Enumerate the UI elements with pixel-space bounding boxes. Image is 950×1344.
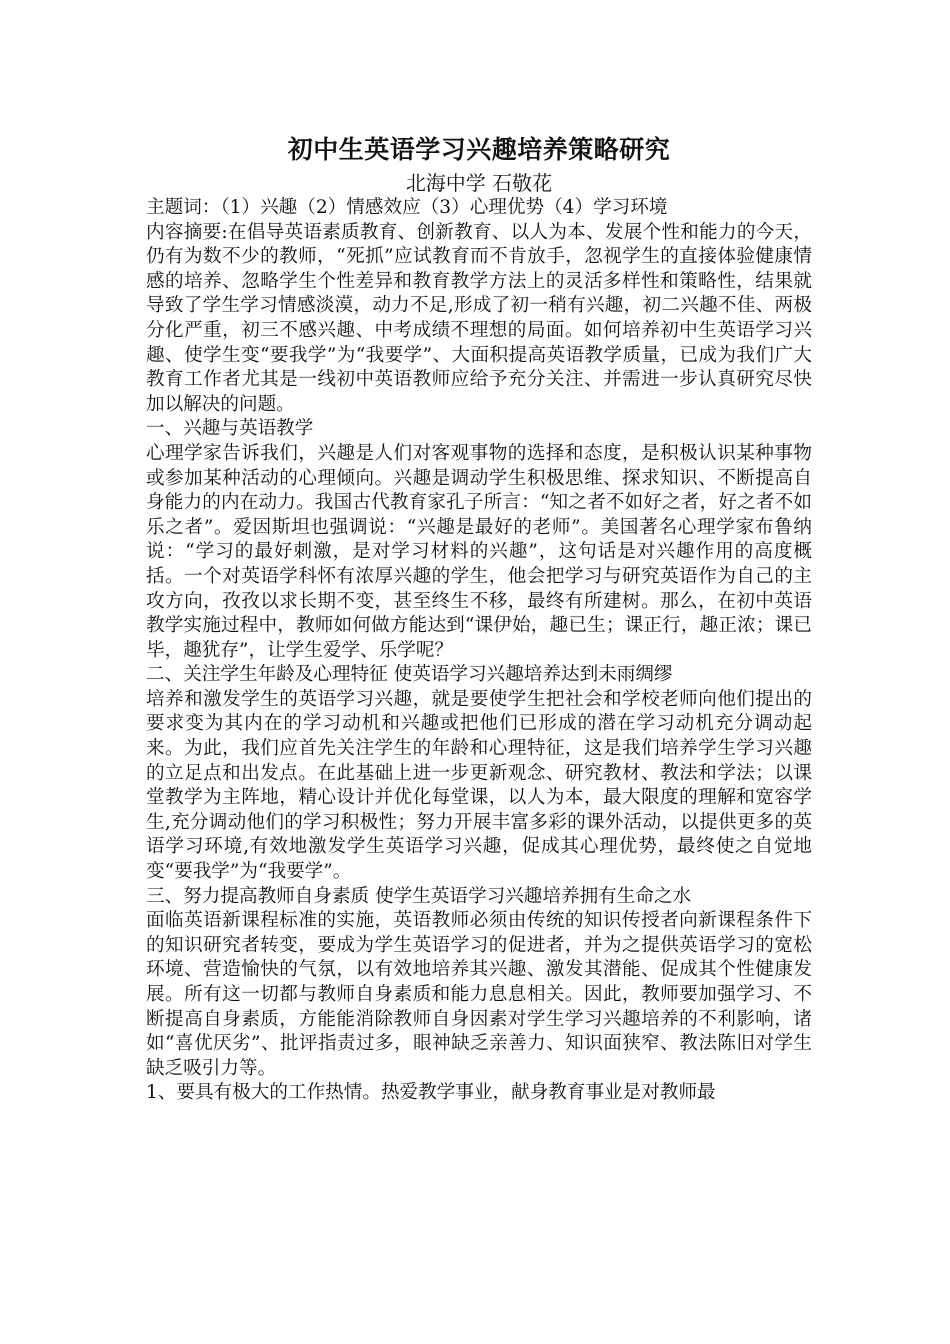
document-author: 北海中学 石敬花	[405, 171, 553, 195]
section-2-heading: 二、关注学生年龄及心理特征 使英语学习兴趣培养达到未雨绸缪	[146, 664, 673, 686]
abstract-paragraph: 内容摘要:在倡导英语素质教育、创新教育、以人为本、发展个性和能力的今天，仍有为数不少的教师，“死抓”应试教育而不肯放手，忽视学生的直接体验健康情感的培养、忽略学生个性差异和教育教学方法上的灵活多样性和策略性，结果就导致了学生学习情感淡漠，动力不足,形成了初一稍有兴趣，初二兴趣不佳、两极分化严重，初三不感兴趣、中考成绩不理想的局面。如何培养初中生英语学习兴趣、使学生变“要我学”为“我要学”、大面积提高英语教学质量，已成为我们广大教育工作者尤其是一线初中英语教师应给予充分关注、并需进一步认真研究尽快加以解决的问题。	[146, 221, 812, 415]
section-3-paragraph: 面临英语新课程标准的实施，英语教师必须由传统的知识传授者向新课程条件下的知识研究者转变，要成为学生英语学习的促进者，并为之提供英语学习的宽松环境、营造愉快的气氛，以有效地培养其兴趣、激发其潜能、促成其个性健康发展。所有这一切都与教师自身素质和能力息息相关。因此，教师要加强学习、不断提高自身素质，方能能消除教师自身因素对学生学习兴趣培养的不利影响，诸如“喜优厌劣”、批评指责过多，眼神缺乏亲善力、知识面狭窄、教法陈旧对学生缺乏吸引力等。	[146, 910, 812, 1079]
section-1-paragraph: 心理学家告诉我们，兴趣是人们对客观事物的选择和态度，是积极认识某种事物或参加某种活动的心理倾向。兴趣是调动学生积极思维、探求知识、不断提高自身能力的内在动力。我国古代教育家孔子所言：“知之者不如好之者，好之者不如乐之者”。爱因斯坦也强调说：“兴趣是最好的老师”。美国著名心理学家布鲁纳说：“学习的最好刺激，是对学习材料的兴趣”，这句话是对兴趣作用的高度概括。一个对英语学科怀有浓厚兴趣的学生，他会把学习与研究英语作为自己的主攻方向，孜孜以求长期不变，甚至终生不移，最终有所建树。那么，在初中英语教学实施过程中，教师如何做方能达到“课伊始，趣已生；课正行，趣正浓；课已毕，趣犹存”，让学生爱学、乐学呢？	[146, 442, 812, 661]
section-3-heading: 三、努力提高教师自身素质 使学生英语学习兴趣培养拥有生命之水	[146, 885, 692, 907]
keywords-line: 主题词：（1）兴趣（2）情感效应（3）心理优势（4）学习环境	[146, 197, 668, 218]
section-2-paragraph: 培养和激发学生的英语学习兴趣，就是要使学生把社会和学校老师向他们提出的要求变为其内在的学习动机和兴趣或把他们已形成的潜在学习动机充分调动起来。为此，我们应首先关注学生的年龄和心理特征，这是我们培养学生学习兴趣的立足点和出发点。在此基础上进一步更新观念、研究教材、教法和学法；以课堂教学为主阵地，精心设计并优化每堂课，以人为本，最大限度的理解和宽容学生,充分调动他们的学习积极性；努力开展丰富多彩的课外活动，以提供更多的英语学习环境,有效地激发学生英语学习兴趣，促成其心理优势，最终使之自觉地变“要我学”为“我要学”。	[146, 688, 812, 883]
item-1-paragraph: 1、要具有极大的工作热情。热爱教学事业，献身教育事业是对教师最	[146, 1082, 716, 1104]
document-title: 初中生英语学习兴趣培养策略研究	[287, 135, 671, 164]
document-page	[146, 132, 812, 1106]
section-1-heading: 一、兴趣与英语教学	[146, 418, 314, 440]
